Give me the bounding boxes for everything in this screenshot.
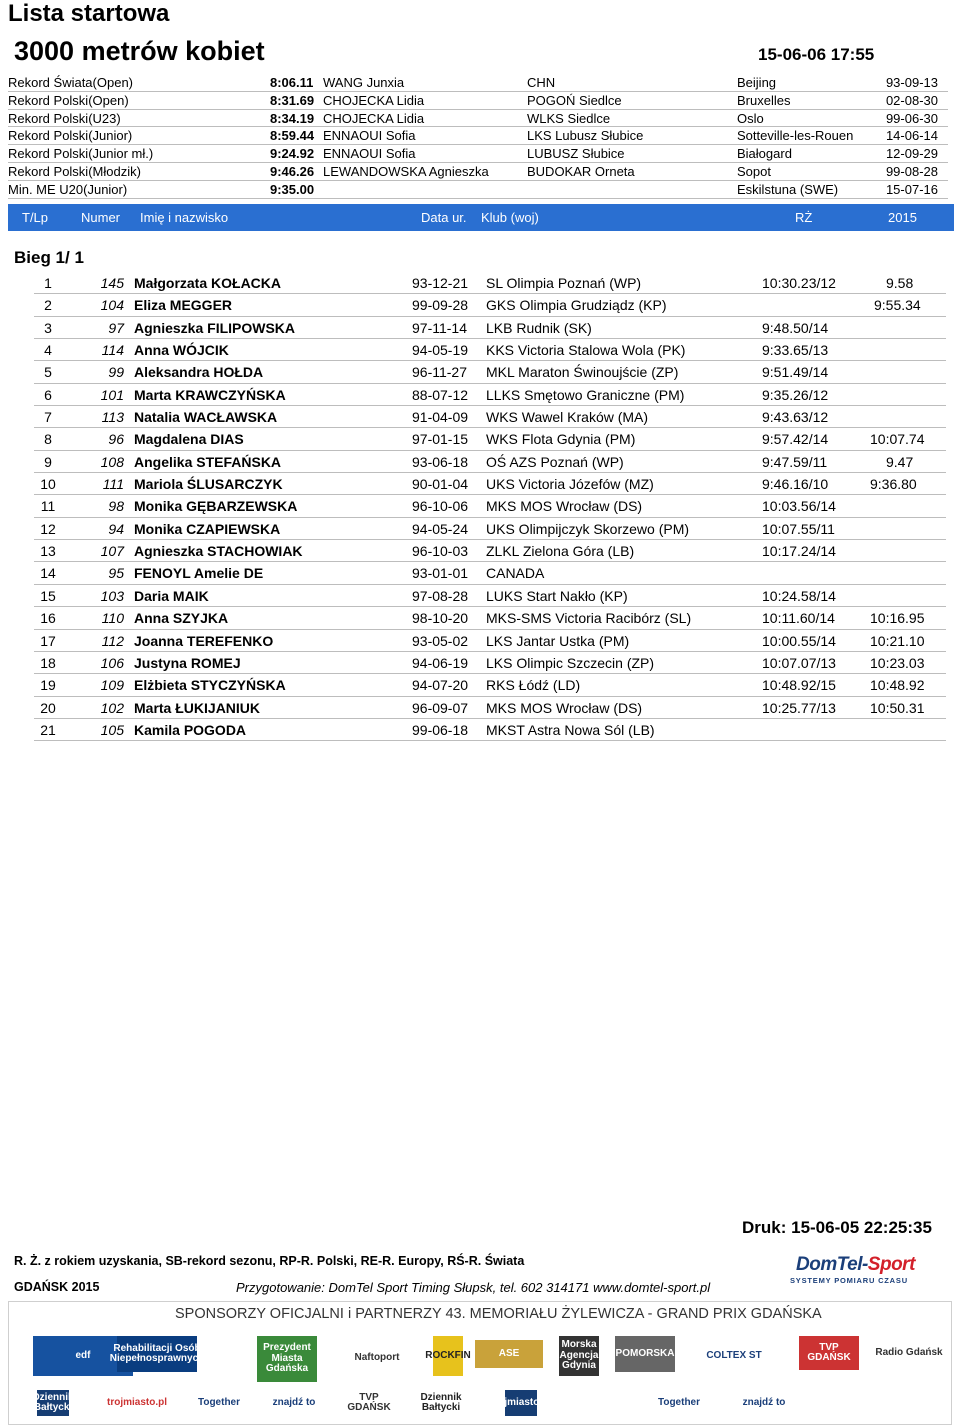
record-date: 99-06-30 (885, 110, 938, 126)
athlete-number: 111 (102, 476, 124, 493)
athlete-name (134, 294, 232, 316)
athlete-number: 98 (108, 498, 124, 515)
athlete-first-name: Joanna (134, 632, 184, 649)
athlete-club: SL Olimpia Poznań (WP) (486, 275, 642, 291)
athlete-pb: 10:00.55/14 (762, 632, 836, 649)
athlete-lp: 8 (44, 431, 52, 448)
record-name: Rekord Polski(Junior mł.) (8, 146, 154, 162)
record-date: 99-08-28 (885, 163, 938, 179)
sponsor-logo: Naftoport (337, 1338, 417, 1378)
event-title: 3000 metrów kobiet (14, 36, 265, 66)
athlete-number: 96 (108, 431, 124, 448)
athlete-lp: 20 (40, 699, 56, 716)
city-year: GDAŃSK 2015 (14, 1280, 100, 1294)
record-row (8, 110, 948, 128)
record-row (8, 145, 948, 163)
athlete-name (134, 652, 241, 674)
athlete-first-name: Agnieszka (134, 543, 204, 560)
sponsors-panel (8, 1301, 952, 1425)
sponsors-title: SPONSORZY OFICJALNI i PARTNERZY 43. MEMORIAŁU ŻYLEWICZA - GRAND PRIX GDAŃSKA (175, 1306, 822, 1322)
athlete-lp: 12 (40, 520, 56, 537)
athlete-first-name: Małgorzata (134, 275, 208, 291)
athlete-pb: 9:46.16/10 (762, 476, 829, 493)
athlete-lp: 1 (44, 275, 52, 291)
record-row (8, 181, 948, 199)
sponsor-logo: Dziennik Bałtycki (37, 1390, 69, 1416)
athlete-lp: 10 (40, 476, 56, 493)
athlete-name (134, 630, 273, 652)
athlete-dob: 96-10-03 (412, 543, 469, 560)
athlete-dob: 97-11-14 (412, 319, 468, 336)
record-place: Oslo (737, 110, 764, 126)
sponsor-logo: edf (33, 1336, 133, 1376)
athlete-sb: 10:21.10 (870, 632, 925, 649)
athlete-last-name: STYCZYŃSKA (190, 677, 286, 694)
athlete-number: 102 (100, 699, 124, 716)
athlete-dob: 90-01-04 (412, 476, 469, 493)
record-athlete: WANG Junxia (323, 75, 405, 90)
athlete-name (134, 562, 263, 584)
sponsor-logo: Prezydent Miasta Gdańska (257, 1336, 317, 1382)
athlete-sb: 10:16.95 (870, 610, 925, 627)
athlete-first-name: Monika (134, 520, 183, 537)
athlete-last-name: GĘBARZEWSKA (186, 498, 298, 515)
athlete-lp: 17 (40, 632, 56, 649)
record-time: 8:06.11 (270, 75, 314, 90)
athlete-last-name: SZYJKA (172, 610, 229, 627)
athlete-name (134, 540, 303, 562)
athlete-club: UKS Olimpijczyk Skorzewo (PM) (486, 520, 690, 537)
athlete-dob: 99-09-28 (412, 297, 469, 314)
athlete-first-name: Mariola (134, 476, 184, 493)
table-row (34, 361, 946, 383)
athlete-sb: 10:07.74 (870, 431, 925, 448)
record-place: Białogard (737, 146, 792, 162)
athlete-pb: 9:57.42/14 (762, 431, 829, 448)
athlete-number: 105 (100, 721, 124, 738)
record-place: Beijing (737, 75, 777, 90)
table-row (34, 540, 946, 562)
athlete-club: MKL Maraton Świnoujście (ZP) (486, 364, 679, 381)
athlete-last-name: TEREFENKO (186, 632, 274, 649)
athlete-pb: 9:51.49/14 (762, 364, 829, 381)
athlete-name (134, 674, 286, 696)
sponsor-logo: Together (189, 1390, 249, 1416)
event-datetime: 15-06-06 17:55 (758, 45, 875, 64)
print-timestamp: Druk: 15-06-05 22:25:35 (742, 1218, 932, 1237)
athlete-last-name: WACŁAWSKA (183, 409, 278, 426)
record-time: 8:34.19 (270, 110, 315, 126)
record-time: 8:31.69 (270, 92, 315, 108)
athlete-dob: 94-05-19 (412, 342, 469, 359)
athlete-name (134, 495, 297, 517)
athlete-name (134, 361, 263, 383)
sponsor-logo: Morska Agencja Gdynia (559, 1336, 599, 1376)
athlete-lp: 3 (44, 319, 52, 336)
athlete-number: 108 (100, 453, 124, 470)
table-row (34, 607, 946, 629)
athlete-dob: 91-04-09 (412, 409, 469, 426)
athlete-number: 104 (100, 297, 124, 314)
sponsor-logo: ASE (475, 1340, 543, 1368)
sponsor-logo: ROCKFIN (433, 1336, 463, 1376)
record-athlete: CHOJECKA Lidia (323, 92, 425, 108)
athlete-name (134, 406, 277, 428)
col-number: Numer (81, 210, 121, 225)
athlete-dob: 96-10-06 (412, 498, 469, 515)
athlete-first-name: Natalia (134, 409, 180, 426)
athlete-club: LLKS Smętowo Graniczne (PM) (486, 386, 685, 403)
athlete-first-name: Aleksandra (134, 364, 210, 381)
table-row (34, 630, 946, 652)
athlete-sb: 10:48.92 (870, 677, 925, 694)
col-club: Klub (woj) (481, 210, 539, 225)
athlete-first-name: Monika (134, 498, 183, 515)
athlete-last-name: MEGGER (169, 297, 233, 314)
athlete-first-name: Kamila (134, 721, 180, 738)
athlete-name (134, 451, 281, 473)
athlete-lp: 5 (44, 364, 52, 381)
athlete-sb: 10:50.31 (870, 699, 925, 716)
sponsor-logo: TVP GDAŃSK (339, 1392, 399, 1414)
athlete-club: LKS Jantar Ustka (PM) (486, 632, 630, 649)
athlete-first-name: Anna (134, 610, 169, 627)
sponsor-logo: Rehabilitacji Osób Niepełnosprawnych (117, 1336, 197, 1372)
table-row (34, 317, 946, 339)
domtel-logo-word: DomTel- (796, 1254, 868, 1275)
athlete-dob: 96-09-07 (412, 699, 469, 716)
record-place: Sotteville-les-Rouen (737, 128, 854, 144)
athlete-lp: 9 (44, 453, 52, 470)
legend-text: R. Ż. z rokiem uzyskania, SB-rekord sezonu, RP-R. Polski, RE-R. Europy, RŚ-R. Świata (14, 1254, 525, 1268)
athlete-dob: 94-07-20 (412, 677, 469, 694)
athlete-dob: 88-07-12 (412, 386, 469, 403)
record-club: LUBUSZ Słubice (527, 146, 625, 162)
athlete-first-name: Justyna (134, 654, 187, 671)
prepared-by: Przygotowanie: DomTel Sport Timing Słupsk, tel. 602 314171 www.domtel-sport.pl (236, 1280, 711, 1295)
col-sb: 2015 (888, 210, 917, 225)
sponsor-logo: trojmiasto.pl (505, 1390, 537, 1416)
athlete-number: 106 (100, 654, 124, 671)
athlete-number: 99 (108, 364, 124, 381)
athlete-club: MKS MOS Wrocław (DS) (486, 699, 643, 716)
athlete-club: ZLKL Zielona Góra (LB) (486, 543, 635, 560)
table-row (34, 719, 946, 741)
athlete-club: LKS Olimpic Szczecin (ZP) (486, 654, 655, 671)
column-header-bar (8, 204, 954, 231)
athlete-last-name: DIAS (210, 431, 244, 448)
athlete-last-name: KOŁACKA (211, 275, 282, 291)
athlete-last-name: MAIK (172, 587, 209, 604)
athlete-club: CANADA (486, 565, 545, 582)
athlete-lp: 11 (40, 498, 56, 515)
athlete-pb: 10:48.92/15 (762, 677, 836, 694)
col-name: Imię i nazwisko (140, 210, 229, 225)
athlete-pb: 10:07.07/13 (762, 654, 836, 671)
athlete-first-name: Angelika (134, 453, 193, 470)
record-row (8, 92, 948, 110)
table-row (34, 697, 946, 719)
sponsor-logo: znajdź to (729, 1392, 799, 1414)
athlete-dob: 99-06-18 (412, 721, 469, 738)
athlete-club: RKS Łódź (LD) (486, 677, 581, 694)
sponsor-logo: COLTEX ST (679, 1336, 789, 1376)
athlete-pb: 10:24.58/14 (762, 587, 836, 604)
athlete-last-name: KRAWCZYŃSKA (175, 386, 286, 403)
record-club: CHN (527, 75, 556, 90)
athlete-first-name: Magdalena (134, 431, 207, 448)
athlete-sb: 9:36.80 (870, 476, 917, 493)
athlete-last-name: Amelie DE (193, 565, 264, 582)
record-row (8, 163, 948, 181)
athlete-number: 101 (100, 386, 124, 403)
sponsor-logo: trojmiasto.pl (107, 1392, 167, 1414)
athlete-club: UKS Victoria Józefów (MZ) (486, 476, 654, 493)
athlete-club: MKST Astra Nowa Sól (LB) (486, 721, 655, 738)
athlete-first-name: Anna (134, 342, 169, 359)
athlete-dob: 98-10-20 (412, 610, 469, 627)
record-date: 93-09-13 (885, 75, 938, 90)
athlete-last-name: HOŁDA (213, 364, 264, 381)
athlete-number: 95 (108, 565, 124, 582)
record-row (8, 74, 948, 92)
table-row (34, 518, 946, 540)
col-pb: RŻ (795, 210, 813, 225)
domtel-logo (790, 1254, 940, 1286)
table-row (34, 406, 946, 428)
athlete-pb: 10:17.24/14 (762, 543, 836, 560)
table-row (34, 674, 946, 696)
athlete-number: 114 (101, 342, 124, 359)
athlete-lp: 13 (40, 543, 56, 560)
athlete-first-name: Agnieszka (134, 319, 204, 336)
athlete-name (134, 697, 260, 719)
table-row (34, 428, 946, 450)
table-row (34, 585, 946, 607)
athlete-club: WKS Flota Gdynia (PM) (486, 431, 636, 448)
athlete-lp: 6 (44, 386, 52, 403)
athlete-club: KKS Victoria Stalowa Wola (PK) (486, 342, 686, 359)
athlete-last-name: CZAPIEWSKA (186, 520, 281, 537)
sponsor-logo: Dziennik Bałtycki (411, 1392, 471, 1414)
record-club: POGOŃ Siedlce (527, 92, 622, 108)
athlete-last-name: STEFAŃSKA (196, 453, 282, 470)
record-athlete: LEWANDOWSKA Agnieszka (323, 163, 489, 179)
athlete-lp: 16 (40, 610, 56, 627)
athlete-number: 109 (100, 677, 124, 694)
record-club: LKS Lubusz Słubice (527, 128, 644, 144)
athlete-club: MKS-SMS Victoria Racibórz (SL) (486, 610, 692, 627)
domtel-logo-sub: SYSTEMY POMIARU CZASU (790, 1276, 908, 1285)
record-time: 9:35.00 (270, 181, 315, 197)
athlete-last-name: ŚLUSARCZYK (186, 476, 283, 493)
sponsor-logo: Radio Gdańsk (869, 1336, 949, 1370)
athlete-pb: 9:35.26/12 (762, 386, 829, 403)
athlete-sb: 10:23.03 (870, 654, 925, 671)
athlete-name (134, 384, 286, 406)
athlete-name (134, 719, 246, 741)
athlete-last-name: ŁUKIJANIUK (175, 699, 261, 716)
athlete-dob: 94-06-19 (412, 654, 469, 671)
col-dob: Data ur. (421, 210, 467, 225)
athlete-last-name: POGODA (183, 721, 247, 738)
athlete-dob: 93-12-21 (412, 275, 469, 291)
athlete-last-name: STACHOWIAK (207, 543, 303, 560)
athlete-lp: 18 (40, 654, 56, 671)
record-place: Bruxelles (737, 92, 791, 108)
athlete-club: MKS MOS Wrocław (DS) (486, 498, 643, 515)
record-time: 9:24.92 (270, 146, 315, 162)
athlete-last-name: FILIPOWSKA (207, 319, 296, 336)
athlete-lp: 19 (40, 677, 56, 694)
athlete-dob: 97-08-28 (412, 587, 469, 604)
record-name: Min. ME U20(Junior) (8, 181, 128, 197)
athlete-pb: 10:11.60/14 (762, 610, 835, 627)
athlete-pb: 9:33.65/13 (762, 342, 829, 359)
athlete-name (134, 518, 280, 540)
athlete-number: 113 (101, 409, 124, 426)
record-club: BUDOKAR Orneta (527, 163, 635, 179)
athlete-name (134, 607, 228, 629)
document-title: Lista startowa (8, 0, 170, 27)
athlete-club: WKS Wawel Kraków (MA) (486, 409, 649, 426)
athlete-number: 103 (100, 587, 124, 604)
athlete-pb: 10:03.56/14 (762, 498, 836, 515)
athlete-number: 97 (108, 319, 124, 336)
athlete-dob: 94-05-24 (412, 520, 469, 537)
athlete-lp: 21 (40, 721, 56, 738)
records-table (8, 74, 948, 199)
athlete-lp: 14 (40, 565, 56, 582)
athlete-name (134, 585, 209, 607)
athlete-last-name: ROMEJ (190, 654, 241, 671)
athlete-lp: 15 (40, 587, 56, 604)
athlete-name (134, 428, 244, 450)
record-date: 02-08-30 (885, 92, 938, 108)
athlete-lp: 2 (44, 297, 52, 314)
table-row (34, 451, 946, 473)
record-place: Eskilstuna (SWE) (737, 181, 839, 197)
record-club: WLKS Siedlce (527, 110, 611, 126)
athlete-last-name: WÓJCIK (172, 342, 229, 359)
athlete-name (134, 272, 281, 294)
athlete-sb: 9.58 (886, 275, 914, 291)
domtel-logo-accent: Sport (867, 1254, 915, 1275)
athlete-lp: 4 (44, 342, 52, 359)
record-name: Rekord Polski(Junior) (8, 128, 133, 144)
record-date: 12-09-29 (885, 146, 938, 162)
athlete-pb: 9:48.50/14 (762, 319, 829, 336)
athlete-club: LUKS Start Nakło (KP) (486, 587, 628, 604)
sponsor-logo: znajdź to (259, 1392, 329, 1414)
record-name: Rekord Polski(Młodzik) (8, 163, 141, 179)
record-row (8, 127, 948, 145)
record-time: 8:59.44 (270, 128, 315, 144)
heat-label: Bieg 1/ 1 (14, 248, 84, 267)
athlete-lp: 7 (44, 409, 52, 426)
record-date: 14-06-14 (885, 128, 938, 144)
table-row (34, 272, 946, 294)
athlete-sb: 9:55.34 (874, 297, 921, 314)
athlete-number: 112 (101, 632, 124, 649)
athlete-number: 107 (100, 543, 124, 560)
record-athlete: ENNAOUI Sofia (323, 146, 416, 162)
athlete-name (134, 473, 283, 495)
athlete-first-name: Daria (134, 587, 170, 604)
record-date: 15-07-16 (885, 181, 938, 197)
athlete-first-name: Marta (134, 699, 172, 716)
athlete-first-name: FENOYL (134, 565, 191, 582)
athlete-first-name: Marta (134, 386, 172, 403)
athlete-pb: 9:47.59/11 (762, 453, 828, 470)
record-time: 9:46.26 (270, 163, 315, 179)
athlete-pb: 10:30.23/12 (762, 275, 836, 291)
table-row (34, 495, 946, 517)
athlete-first-name: Eliza (134, 297, 166, 314)
athlete-dob: 93-01-01 (412, 565, 469, 582)
sponsor-logo: Together (649, 1390, 709, 1416)
table-row (34, 473, 946, 495)
athlete-club: GKS Olimpia Grudziądz (KP) (486, 297, 667, 314)
record-name: Rekord Polski(Open) (8, 92, 129, 108)
athlete-number: 110 (101, 610, 124, 627)
results-table (34, 272, 946, 741)
table-row (34, 339, 946, 361)
athlete-pb: 10:25.77/13 (762, 699, 836, 716)
athlete-dob: 97-01-15 (412, 431, 469, 448)
athlete-club: OŚ AZS Poznań (WP) (486, 453, 624, 470)
table-row (34, 652, 946, 674)
sponsor-logo: POMORSKA (615, 1336, 675, 1372)
athlete-club: LKB Rudnik (SK) (486, 319, 592, 336)
athlete-number: 94 (108, 520, 124, 537)
table-row (34, 294, 946, 316)
record-name: Rekord Polski(U23) (8, 110, 121, 126)
record-place: Sopot (737, 163, 771, 179)
domtel-logo-main (796, 1254, 915, 1276)
athlete-name (134, 339, 229, 361)
athlete-dob: 93-06-18 (412, 453, 469, 470)
table-row (34, 562, 946, 584)
record-athlete: CHOJECKA Lidia (323, 110, 425, 126)
sponsor-logo: TVP GDAŃSK (799, 1336, 859, 1370)
athlete-name (134, 317, 295, 339)
col-lp: T/Lp (22, 210, 49, 225)
athlete-pb: 9:43.63/12 (762, 409, 829, 426)
athlete-first-name: Elżbieta (134, 677, 187, 694)
record-name: Rekord Świata(Open) (8, 75, 133, 90)
athlete-dob: 96-11-27 (412, 364, 468, 381)
athlete-number: 145 (100, 275, 124, 291)
athlete-pb: 10:07.55/11 (762, 520, 835, 537)
athlete-sb: 9.47 (886, 453, 914, 470)
table-row (34, 384, 946, 406)
record-athlete: ENNAOUI Sofia (323, 128, 416, 144)
athlete-dob: 93-05-02 (412, 632, 469, 649)
